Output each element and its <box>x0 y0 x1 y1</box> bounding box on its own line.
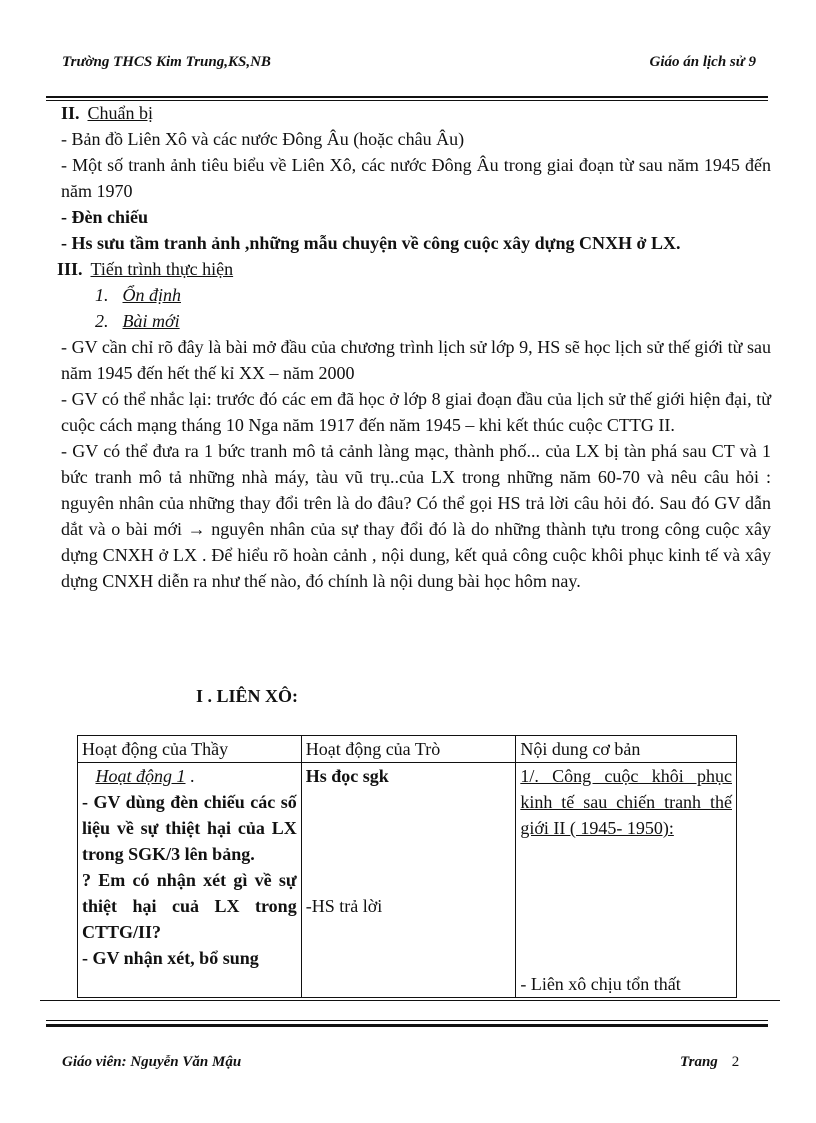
paragraph: - GV cần chỉ rõ đây là bài mở đầu của chương trình lịch sử lớp 9, HS sẽ học lịch sử thế giới từ sau năm 1945 đến hết thế kỉ XX – năm 2000 <box>61 337 771 383</box>
col-header-teacher: Hoạt động của Thầy <box>78 736 302 763</box>
footer-rule-thin <box>46 1020 768 1021</box>
table-cut-line <box>40 1000 780 1001</box>
student-cell <box>301 763 516 998</box>
section-title: Tiến trình thực hiện <box>90 259 234 279</box>
paragraph: - GV có thể nhắc lại: trước đó các em đã học ở lớp 8 giai đoạn đầu của lịch sử thế giới hiện đại, từ cuộc cách mạng tháng 10 Nga năm 1917 đến năm 1945 – khi kết thúc cuộc CTTG II. <box>61 389 771 435</box>
teacher-line: - GV nhận xét, bổ sung <box>82 948 259 968</box>
page-bottom-mask <box>40 998 780 1058</box>
content-cell <box>516 763 737 998</box>
prep-item: - Bản đồ Liên Xô và các nước Đông Âu (hoặc châu Âu) <box>61 129 465 149</box>
document-body <box>47 100 771 594</box>
header-school: Trường THCS Kim Trung,KS,NB <box>62 54 271 70</box>
teacher-line: - GV dùng đèn chiếu các số liệu về sự thiệt hại của LX trong SGK/3 lên bảng. <box>82 792 297 864</box>
section-heading-prep <box>47 100 771 126</box>
content-heading: 1/. Công cuộc khôi phục kinh tế sau chiến tranh thế giới II ( 1945- 1950): <box>520 766 732 838</box>
section-number: III. <box>57 259 83 279</box>
paragraph: - GV có thể đưa ra 1 bức tranh mô tả cảnh làng mạc, thành phố... của LX bị tàn phá sau CT và 1 bức tranh mô tả những nhà máy, tàu vũ trụ..của LX trong những năm 60-70 và nêu câu hỏi : nguyên nhân của những thay đổi trên là do đâu? Có thể gọi HS trả lời câu hỏi đó. Sau đó GV dẫn dắt và o bài mới → nguyên nhân của sự thay đổi đó là do những thành tựu trong công cuộc xây dựng CNXH ở LX . Để hiểu rõ hoàn cảnh , nội dung, kết quả công cuộc khôi phục kinh tế và xây dựng CNXH diễn ra như thế nào, đó chính là nội dung bài học hôm nay. <box>61 441 771 591</box>
lesson-title: I . LIÊN XÔ: <box>196 686 299 706</box>
section-heading-process <box>47 256 771 282</box>
prep-item: - Một số tranh ảnh tiêu biểu về Liên Xô, các nước Đông Âu trong giai đoạn từ sau năm 1945 đến năm 1970 <box>61 155 771 201</box>
table-header-row <box>78 736 737 763</box>
list-item: 2. Bài mới <box>95 311 180 331</box>
prep-item: - Đèn chiếu <box>61 207 148 227</box>
footer-rule-thick <box>46 1024 768 1027</box>
teacher-line: ? Em có nhận xét gì về sự thiệt hại cuả LX trong CTTG/II? <box>82 870 297 942</box>
content-text: - Liên xô chịu tổn thất <box>520 974 681 994</box>
header-subject: Giáo án lịch sử 9 <box>649 54 756 70</box>
col-header-student: Hoạt động của Trò <box>301 736 516 763</box>
col-header-content: Nội dung cơ bản <box>516 736 737 763</box>
section-number: II. <box>61 103 80 123</box>
section-title: Chuẩn bị <box>87 103 154 123</box>
page-number: 2 <box>731 1054 740 1070</box>
activity-label: Hoạt động 1 . <box>95 766 195 786</box>
footer-teacher: Giáo viên: Nguyễn Văn Mậu <box>62 1054 242 1070</box>
table-row <box>78 763 737 998</box>
student-line: Hs đọc sgk <box>305 766 389 786</box>
header-rule-thick <box>46 96 768 98</box>
list-item: 1. Ổn định <box>95 285 181 305</box>
student-line: -HS trả lời <box>305 896 383 916</box>
prep-item: - Hs sưu tầm tranh ảnh ,những mẫu chuyện về công cuộc xây dựng CNXH ở LX. <box>61 233 681 253</box>
teacher-cell <box>78 763 302 998</box>
lesson-plan-table <box>77 735 737 998</box>
footer-page: Trang 2 <box>680 1054 740 1070</box>
